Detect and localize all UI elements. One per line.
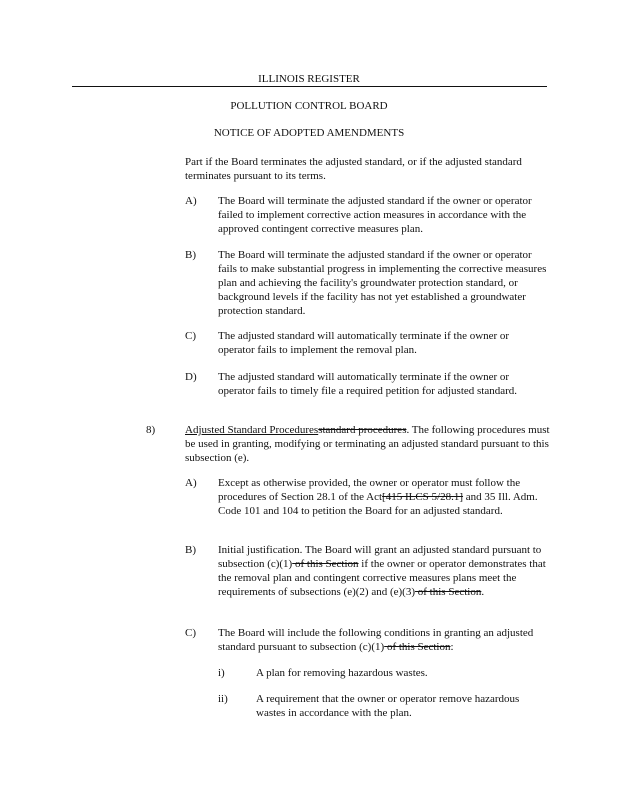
- item-b-label: B): [185, 249, 196, 261]
- deleted-text: of this Section: [384, 641, 451, 653]
- item-c-text: The adjusted standard will automatically terminate if the owner or operator fails to implement the removal plan.: [218, 330, 510, 356]
- s8-item-a-text: [218, 476, 550, 518]
- deleted-text: of this Section: [292, 558, 359, 570]
- subitem-i-label: i): [218, 667, 225, 679]
- s8-item-c-text: [218, 626, 550, 654]
- deleted-text: of this Section: [415, 586, 482, 598]
- subitem-ii-text: A requirement that the owner or operator remove hazardous wastes in accordance with the plan.: [256, 693, 520, 719]
- item-c-label: C): [185, 330, 196, 342]
- s8-item-a-label: A): [185, 477, 197, 489]
- subitem-i-text: A plan for removing hazardous wastes.: [256, 667, 428, 679]
- deleted-text: standard procedures: [318, 424, 407, 436]
- body-text: . The following procedures must be used in granting, modifying or terminating an adjusted standard pursuant to this subsection (e).: [185, 424, 550, 464]
- board-title: POLLUTION CONTROL BOARD: [230, 100, 388, 112]
- body-text: :: [450, 641, 454, 653]
- item-d-label: D): [185, 371, 197, 383]
- register-title: ILLINOIS REGISTER: [258, 73, 360, 85]
- item-a-text: The Board will terminate the adjusted standard if the owner or operator failed to implement corrective action measures in accordance with the approved contingent corrective measures plan.: [218, 195, 532, 235]
- header-rule: [72, 86, 547, 87]
- body-text: Except as otherwise provided, the owner or operator must follow the procedures of Section 28.1 of the Act: [218, 477, 521, 503]
- inserted-text: Adjusted Standard Procedures: [185, 424, 319, 436]
- body-text: and 35 Ill. Adm. Code 101 and 104 to petition the Board for an adjusted standard.: [218, 491, 538, 517]
- body-text: if the owner or operator demonstrates that the removal plan and contingent corrective measures plans meet the requirements of subsections (e)(2) and (e)(3): [218, 558, 546, 598]
- section-8-label: 8): [146, 424, 156, 436]
- item-a-label: A): [185, 195, 197, 207]
- body-text: The Board will include the following conditions in granting an adjusted standard pursuant to subsection (c)(1): [218, 627, 534, 653]
- s8-item-c-label: C): [185, 627, 196, 639]
- deleted-text: [415 ILCS 5/28.1]: [382, 491, 464, 503]
- body-text: Initial justification. The Board will grant an adjusted standard pursuant to subsection (c)(1): [218, 544, 542, 570]
- subitem-ii-label: ii): [218, 693, 228, 705]
- item-b-text: The Board will terminate the adjusted standard if the owner or operator fails to make substantial progress in implementing the corrective measures plan and achieving the facility's groundwater protection standard, or background levels if the facility has not yet established a groundwater protection standard.: [218, 249, 547, 317]
- item-d-text: The adjusted standard will automatically terminate if the owner or operator fails to timely file a required petition for adjusted standard.: [218, 371, 518, 397]
- intro-paragraph: Part if the Board terminates the adjusted standard, or if the adjusted standard terminates pursuant to its terms.: [185, 156, 522, 182]
- notice-title: NOTICE OF ADOPTED AMENDMENTS: [213, 127, 405, 139]
- s8-item-b-text: [218, 543, 550, 599]
- section-8-text: [185, 423, 550, 465]
- body-text: .: [481, 586, 485, 598]
- s8-item-b-label: B): [185, 544, 196, 556]
